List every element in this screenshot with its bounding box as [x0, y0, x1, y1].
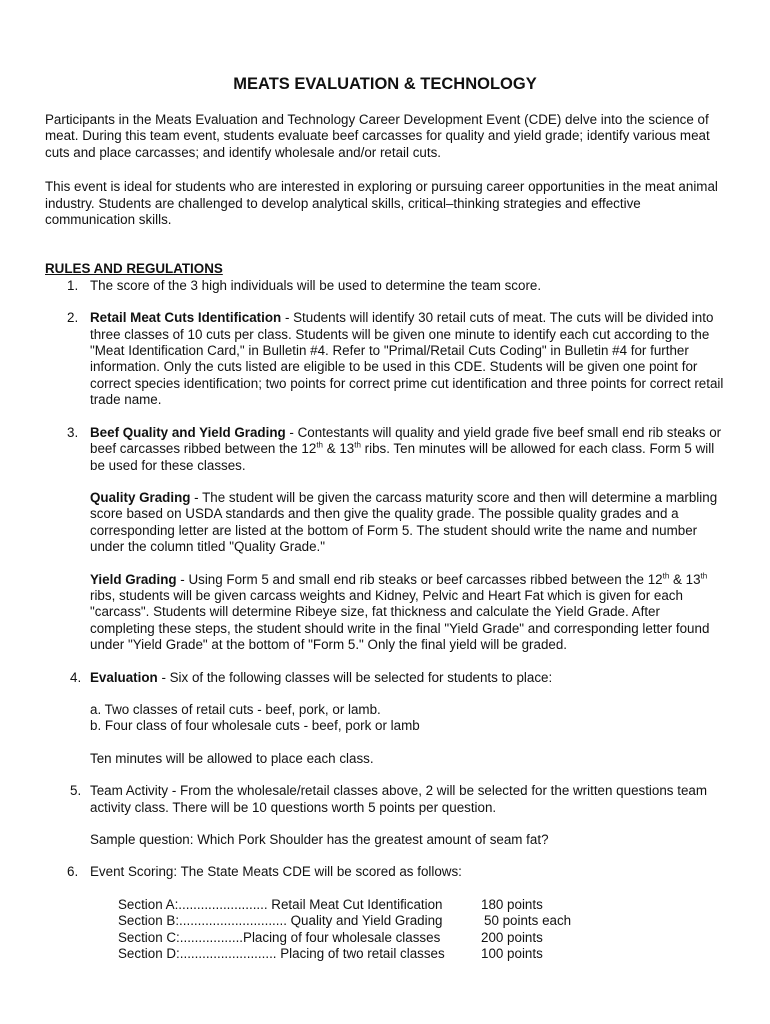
yield-grading-text: & 13 [669, 571, 701, 587]
rule-heading: Retail Meat Cuts Identification [90, 310, 282, 326]
scoring-row-section-b [118, 913, 725, 929]
superscript: th [354, 440, 361, 450]
superscript: th [700, 571, 708, 581]
scoring-points: 180 points [481, 896, 543, 912]
rule-number: 1. [67, 277, 79, 293]
rule-body: - Contestants will quality and yield grade five beef small end rib steaks or beef carcasses ribbed between the 12 [90, 424, 722, 457]
evaluation-note: Ten minutes will be allowed to place each class. [90, 750, 374, 766]
rule-text: Event Scoring: The State Meats CDE will be scored as follows: [90, 864, 462, 880]
document-page [45, 74, 725, 962]
rule-heading: Beef Quality and Yield Grading [90, 424, 286, 440]
rule-body: - Students will identify 30 retail cuts of meat. The cuts will be divided into three classes of 10 cuts per class. Students will be given one minute to identify each cut according to the "Meat Identification Card," in Bulletin #4. Refer to "Primal/Retail Cuts Coding" in Bulletin #4 for further information. Only the cuts listed are eligible to be used in this CDE. Students will be given one point for correct species identification; two points for correct prime cut identification and three points for correct retail trade name. [90, 310, 724, 408]
rule-text [90, 425, 725, 474]
rule-number: 2. [67, 310, 79, 326]
yield-grading-paragraph [90, 572, 725, 654]
evaluation-option-a: a. Two classes of retail cuts - beef, pork, or lamb. [90, 701, 381, 717]
rule-item-2 [45, 310, 725, 408]
rule-item-6 [45, 864, 725, 880]
quality-grading-heading: Quality Grading [90, 489, 191, 505]
scoring-row-section-d [118, 946, 725, 962]
yield-grading-text: - Using Form 5 and small end rib steaks or beef carcasses ribbed between the 12 [176, 571, 663, 587]
yield-grading-heading: Yield Grading [90, 571, 177, 587]
superscript: th [662, 571, 670, 581]
scoring-section-label: Section B:............................. Quality and Yield Grading [118, 913, 443, 929]
scoring-section-label: Section C:.................Placing of four wholesale classes [118, 929, 441, 945]
rule-number: 6. [67, 864, 79, 880]
evaluation-option-b: b. Four class of four wholesale cuts - beef, pork or lamb [90, 718, 420, 734]
yield-grading-text: ribs, students will be given carcass weights and Kidney, Pelvic and Heart Fat which is given for each "carcass". Students will determine Ribeye size, fat thickness and calculate the Yield Grade. After completing these steps, the student should write in the final "Yield Grade" and corresponding letter found under "Yield Grade" at the bottom of "Form 5." Only the final yield will be graded. [90, 587, 710, 653]
scoring-row-section-a [118, 897, 725, 913]
rule-heading: Evaluation [90, 669, 158, 685]
intro-paragraph-1: Participants in the Meats Evaluation and Technology Career Development Event (CDE) delve into the science of meat. During this team event, students evaluate beef carcasses for quality and yield grade; identify various meat cuts and place carcasses; and identify wholesale and/or retail cuts. [45, 112, 710, 160]
rule-text [90, 670, 725, 686]
rules-heading: RULES AND REGULATIONS [45, 261, 223, 277]
scoring-points: 50 points each [484, 913, 572, 929]
rule-body: - Six of the following classes will be selected for students to place: [157, 669, 553, 685]
rule-item-3 [45, 425, 725, 654]
rule-body: & 13 [322, 441, 355, 457]
rule-item-4 [45, 670, 725, 768]
scoring-table [118, 897, 725, 963]
rule-text: Team Activity - From the wholesale/retail classes above, 2 will be selected for the written questions team activity class. There will be 10 questions worth 5 points per question. [90, 783, 707, 815]
quality-grading-text: - The student will be given the carcass maturity score and then will determine a marbling score based on USDA standards and then give the quality grade. The possible quality grades and a corresponding letter are listed at the bottom of Form 5. The student should write the name and number under the column titled "Quality Grade." [90, 489, 718, 555]
rule-item-1 [45, 278, 725, 294]
page-title: MEATS EVALUATION & TECHNOLOGY [233, 75, 537, 93]
rule-item-5 [45, 783, 725, 848]
rule-text [90, 310, 725, 408]
superscript: th [316, 440, 323, 450]
rule-body: ribs. Ten minutes will be allowed for each class. Form 5 will be used for these classes. [90, 441, 715, 473]
quality-grading-paragraph [90, 490, 725, 556]
rule-text: The score of the 3 high individuals will be used to determine the team score. [90, 277, 542, 293]
rule-number: 3. [67, 424, 79, 440]
sample-question: Sample question: Which Pork Shoulder has the greatest amount of seam fat? [90, 832, 549, 847]
scoring-points: 200 points [481, 929, 543, 945]
intro-paragraph-2: This event is ideal for students who are interested in exploring or pursuing career opportunities in the meat animal industry. Students are challenged to develop analytical skills, critical–thinking strategies and effective communication skills. [45, 179, 718, 228]
scoring-section-label: Section A:........................ Retail Meat Cut Identification [118, 896, 443, 912]
rule-number: 4. [70, 669, 82, 685]
scoring-points: 100 points [481, 946, 543, 962]
scoring-row-section-c [118, 930, 725, 946]
scoring-section-label: Section D:.......................... Placing of two retail classes [118, 946, 445, 962]
rule-number: 5. [70, 783, 82, 799]
